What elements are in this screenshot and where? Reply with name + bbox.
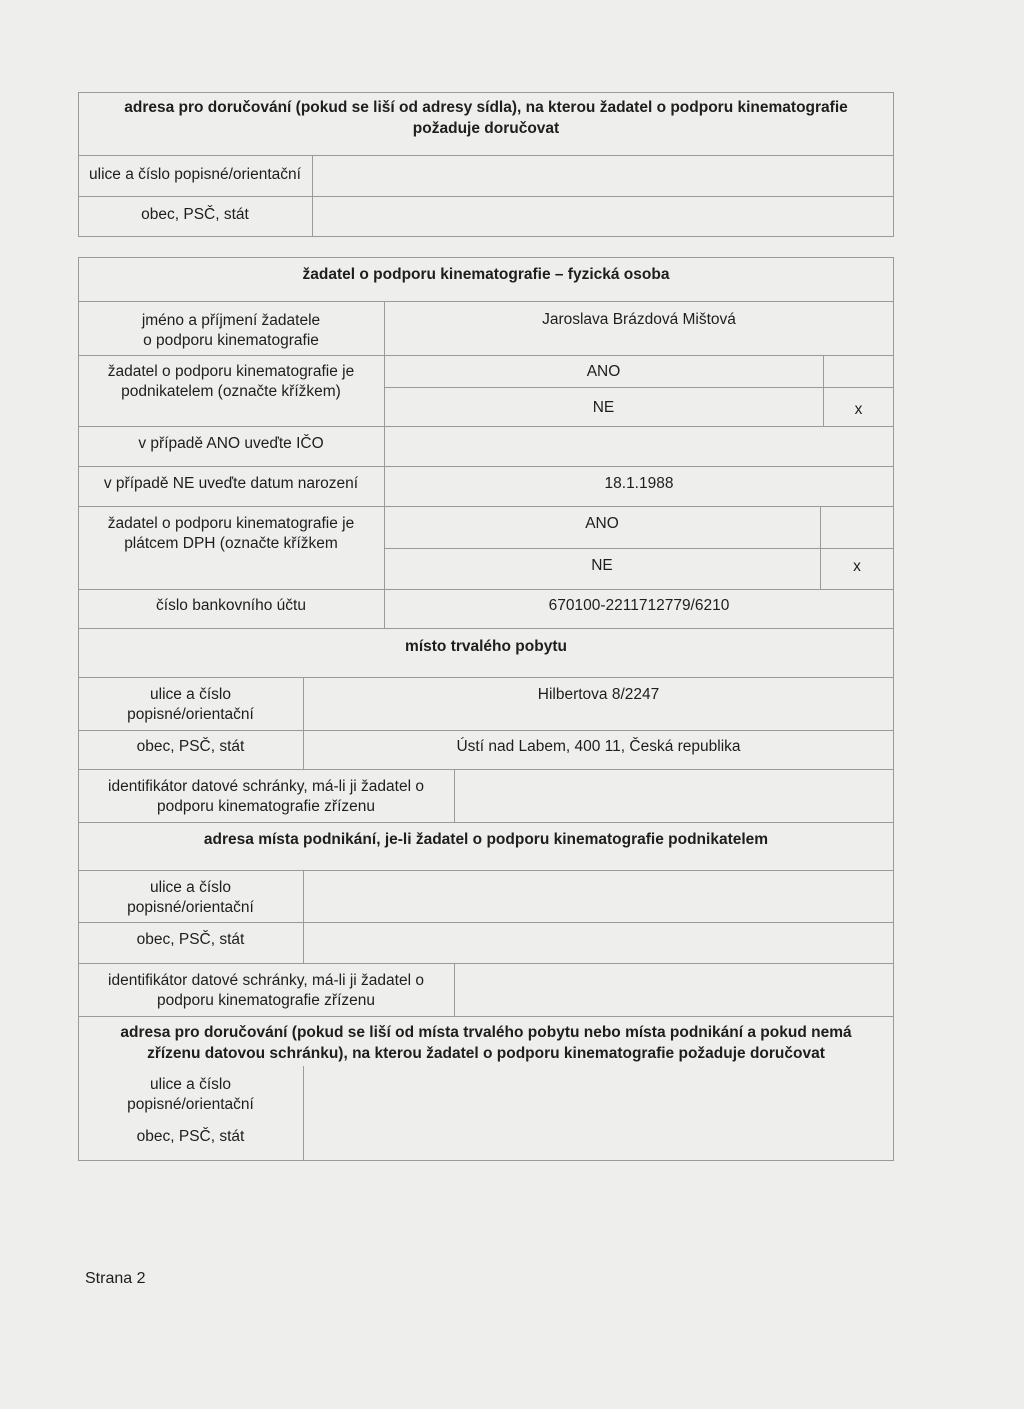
residence-databox-label xyxy=(78,777,454,817)
delivery-street-label-line2: popisné/orientační xyxy=(127,1096,254,1113)
delivery-street-label-line1: ulice a číslo xyxy=(150,1076,231,1093)
residence-city-value[interactable]: Ústí nad Labem, 400 11, Česká republika xyxy=(456,738,741,755)
ico-label: v případě ANO uveďte IČO xyxy=(138,435,324,452)
vat-label-line2: plátcem DPH (označte křížkem xyxy=(124,535,338,552)
vat-yes-checkbox[interactable] xyxy=(820,506,894,548)
name-value[interactable]: Jaroslava Brázdová Mištová xyxy=(542,311,736,328)
residence-city-label: obec, PSČ, stát xyxy=(136,738,245,755)
business-heading: adresa místa podnikání, je-li žadatel o podporu kinematografie podnikatelem xyxy=(203,831,769,848)
residence-heading: místo trvalého pobytu xyxy=(405,638,567,655)
bank-account-value[interactable]: 670100-2211712779/6210 xyxy=(548,597,730,614)
ico-value[interactable] xyxy=(384,426,894,466)
delivery-heading-2-line1: adresa pro doručování (pokud se liší od místa trvalého pobytu nebo místa podnikání a pokud nemá xyxy=(120,1024,852,1041)
business-city-label: obec, PSČ, stát xyxy=(136,931,245,948)
delivery-street-label xyxy=(78,1075,303,1115)
business-street-label-line2: popisné/orientační xyxy=(127,899,254,916)
entrepreneur-label-line1: žadatel o podporu kinematografie je xyxy=(107,363,355,380)
entrepreneur-yes-label: ANO xyxy=(586,363,621,380)
business-street-label-line1: ulice a číslo xyxy=(150,879,231,896)
name-label-line2: o podporu kinematografie xyxy=(143,332,319,349)
delivery-city-value[interactable] xyxy=(303,1120,894,1161)
delivery-city-label: obec, PSČ, stát xyxy=(136,1128,245,1145)
city-value-1[interactable] xyxy=(312,196,894,237)
name-label xyxy=(78,311,384,351)
birth-date-label: v případě NE uveďte datum narození xyxy=(103,475,359,492)
business-street-label xyxy=(78,878,303,918)
name-label-line1: jméno a příjmení žadatele xyxy=(141,312,321,329)
delivery-heading-1-line2: požaduje doručovat xyxy=(412,120,560,137)
delivery-street-value[interactable] xyxy=(303,1066,894,1120)
residence-databox-value[interactable] xyxy=(454,769,894,822)
applicant-heading: žadatel o podporu kinematografie – fyzická osoba xyxy=(302,266,670,283)
business-databox-label xyxy=(78,971,454,1011)
business-city-value[interactable] xyxy=(303,922,894,963)
vat-label xyxy=(78,514,384,554)
delivery-heading-2-line2: zřízenu datovou schránku), na kterou žadatel o podporu kinematografie požaduje doručovat xyxy=(147,1045,825,1062)
street-label-1: ulice a číslo popisné/orientační xyxy=(89,166,301,183)
residence-street-value[interactable]: Hilbertova 8/2247 xyxy=(537,686,660,703)
residence-street-label-line1: ulice a číslo xyxy=(150,686,231,703)
residence-street-label xyxy=(78,685,303,725)
entrepreneur-label-line2: podnikatelem (označte křížkem) xyxy=(121,383,341,400)
entrepreneur-label xyxy=(78,362,384,402)
birth-date-value[interactable]: 18.1.1988 xyxy=(604,475,674,492)
delivery-heading-2 xyxy=(78,1022,894,1064)
residence-databox-label-line2: podporu kinematografie zřízenu xyxy=(157,798,375,815)
residence-databox-label-line1: identifikátor datové schránky, má-li ji žadatel o xyxy=(108,778,424,795)
business-databox-label-line2: podporu kinematografie zřízenu xyxy=(157,992,375,1009)
entrepreneur-no-checkbox[interactable]: x xyxy=(854,401,863,418)
business-databox-value[interactable] xyxy=(454,963,894,1016)
entrepreneur-yes-checkbox[interactable] xyxy=(823,355,894,387)
bank-account-label: číslo bankovního účtu xyxy=(156,597,306,614)
residence-street-label-line2: popisné/orientační xyxy=(127,706,254,723)
entrepreneur-no-label: NE xyxy=(592,399,615,416)
delivery-heading-1 xyxy=(78,97,894,139)
page-number: Strana 2 xyxy=(85,1270,146,1287)
city-label-1: obec, PSČ, stát xyxy=(141,206,249,223)
delivery-heading-1-line1: adresa pro doručování (pokud se liší od adresy sídla), na kterou žadatel o podporu kinematografie xyxy=(124,99,848,116)
vat-label-line1: žadatel o podporu kinematografie je xyxy=(107,515,355,532)
vat-no-label: NE xyxy=(591,557,613,574)
vat-no-checkbox[interactable]: x xyxy=(853,558,861,575)
vat-yes-label: ANO xyxy=(585,515,619,532)
street-value-1[interactable] xyxy=(312,155,894,196)
business-street-value[interactable] xyxy=(303,870,894,922)
business-databox-label-line1: identifikátor datové schránky, má-li ji žadatel o xyxy=(108,972,424,989)
